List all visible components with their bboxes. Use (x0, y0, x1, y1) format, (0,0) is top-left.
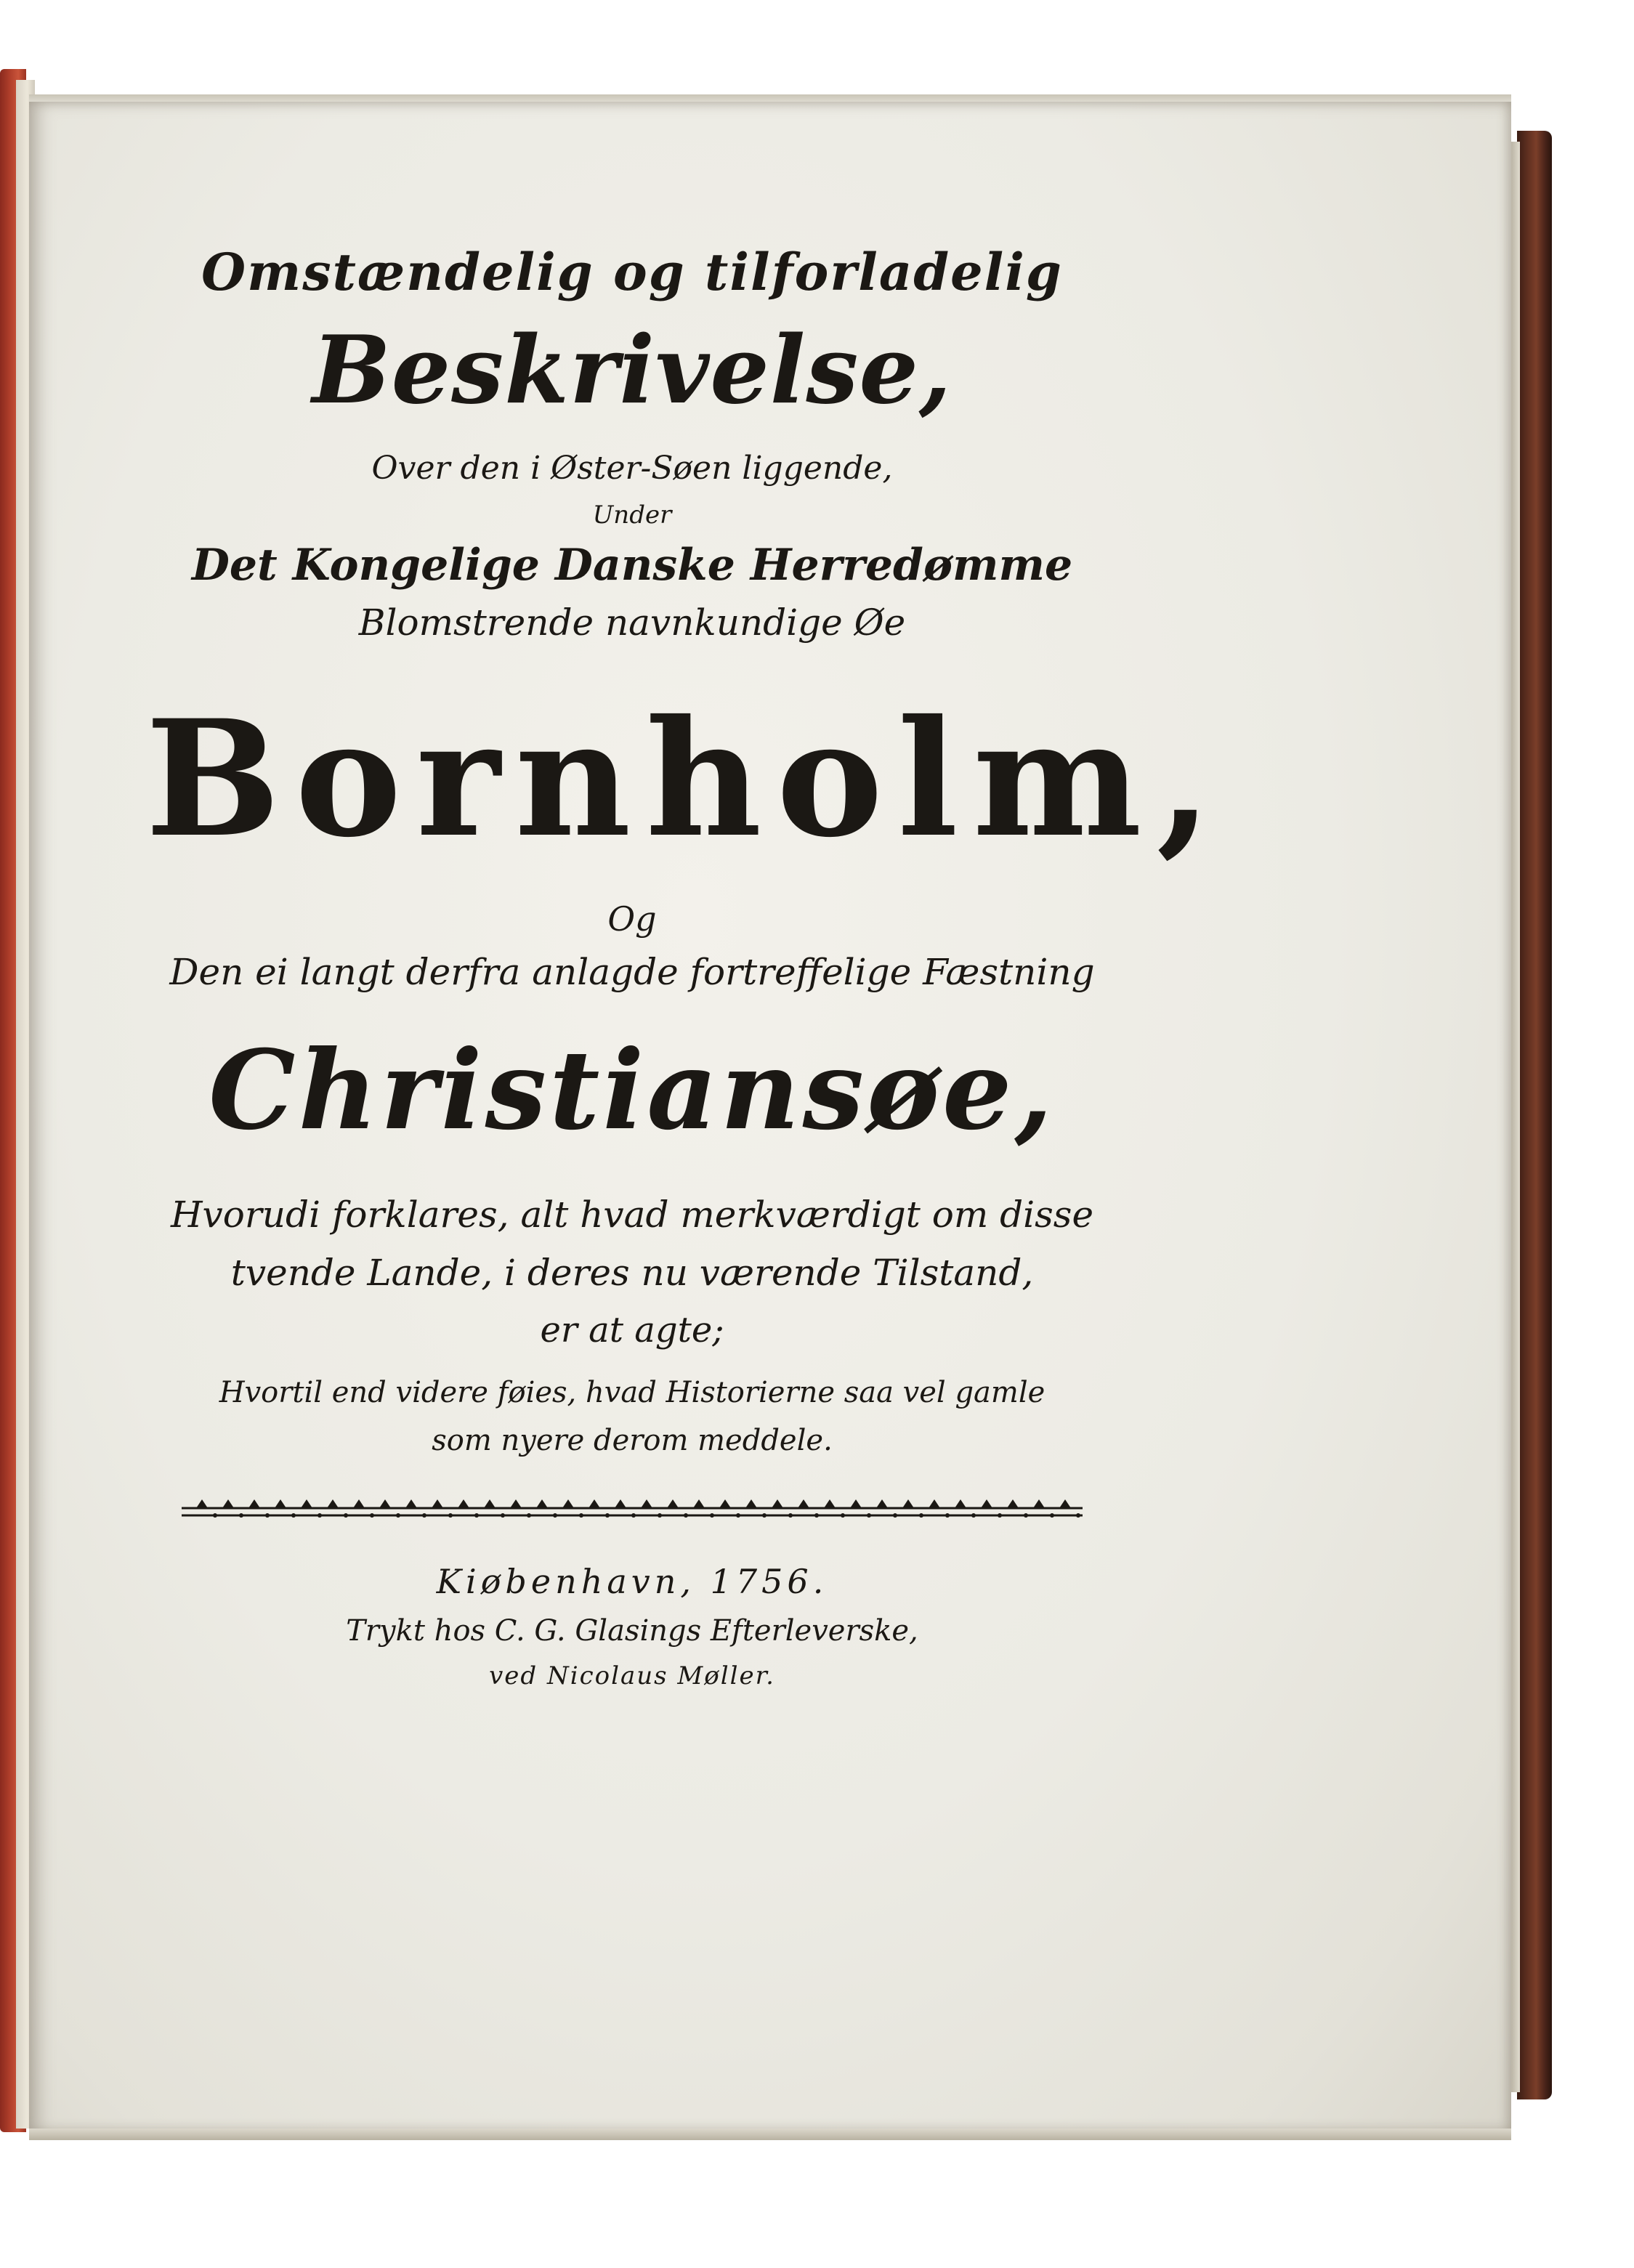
ornament-mark (196, 1499, 208, 1508)
page-bottom-edge (29, 2129, 1511, 2140)
title-line-8: Og (607, 899, 657, 939)
ornament-dot (631, 1513, 636, 1518)
ornament-mark (955, 1499, 966, 1508)
ornament-dot (605, 1513, 610, 1518)
ornament-mark (641, 1499, 652, 1508)
ornament-dot (1050, 1513, 1054, 1518)
ornament-mark (458, 1499, 469, 1508)
ornament-mark (876, 1499, 888, 1508)
ornament-dot (318, 1513, 322, 1518)
ornament-dot (291, 1513, 296, 1518)
ornament-mark (719, 1499, 731, 1508)
ornament-mark (275, 1499, 286, 1508)
ornament-dot (448, 1513, 453, 1518)
title-christiansoe: Christiansøe, (209, 1026, 1056, 1154)
ornament-dot (684, 1513, 688, 1518)
ornament-mark (248, 1499, 260, 1508)
ornament-mark (850, 1499, 862, 1508)
title-line-3: Over den i Øster-Søen liggende, (371, 450, 893, 487)
ornament-dot (971, 1513, 976, 1518)
ornament-mark (353, 1499, 365, 1508)
ornament-dot (265, 1513, 270, 1518)
ornament-mark (589, 1499, 600, 1508)
title-line-12: tvende Lande, i deres nu værende Tilstand, (230, 1252, 1034, 1294)
ornament-mark (798, 1499, 809, 1508)
ornament-dot (919, 1513, 923, 1518)
ornament-mark (1007, 1499, 1019, 1508)
ornament-mark (929, 1499, 940, 1508)
ornament-mark (379, 1499, 391, 1508)
ornament-dot (579, 1513, 583, 1518)
ornament-mark (301, 1499, 312, 1508)
ornament-dot (893, 1513, 897, 1518)
title-main-word: Beskrivelse, (312, 316, 953, 425)
ornament-dot (788, 1513, 793, 1518)
ornament-dot (1024, 1513, 1028, 1518)
ornament-mark (824, 1499, 836, 1508)
ornament-mark (432, 1499, 443, 1508)
ornament-dot (1076, 1513, 1080, 1518)
title-page-text (145, 232, 1227, 1697)
ornament-dot (422, 1513, 426, 1518)
ornament-dot (501, 1513, 505, 1518)
imprint-agent: ved Nicolaus Møller. (489, 1661, 775, 1690)
title-line-6: Blomstrende navnkundige Øe (358, 602, 906, 644)
imprint-printer: Trykt hos C. G. Glasings Efterleverske, (346, 1614, 918, 1648)
ornament-mark (667, 1499, 679, 1508)
title-line-13: er at agte; (540, 1310, 724, 1350)
ornament-dot (553, 1513, 557, 1518)
ornament-dot (945, 1513, 950, 1518)
title-line-15: som nyere derom meddele. (432, 1424, 833, 1457)
book-cover-right (1517, 131, 1552, 2099)
ornament-mark (510, 1499, 522, 1508)
ornament-mark (693, 1499, 705, 1508)
ornament-mark (536, 1499, 548, 1508)
title-line-9: Den ei langt derfra anlagde fortreffelige Fæstning (169, 951, 1095, 993)
ornament-mark (615, 1499, 626, 1508)
printers-ornament-rule (174, 1494, 1090, 1523)
ornament-dot (710, 1513, 714, 1518)
ornament-dot (814, 1513, 819, 1518)
ornament-dot (239, 1513, 243, 1518)
title-line-4: Under (592, 501, 672, 530)
ornament-mark (484, 1499, 496, 1508)
imprint-place-year: Kiøbenhavn, 1756. (436, 1562, 828, 1601)
ornament-dot (998, 1513, 1002, 1518)
ornament-mark (1033, 1499, 1045, 1508)
ornament-dot (527, 1513, 531, 1518)
ornament-mark (405, 1499, 417, 1508)
ornament-dot (658, 1513, 662, 1518)
ornament-mark (327, 1499, 339, 1508)
ornament-dot (370, 1513, 374, 1518)
ornament-dot (867, 1513, 871, 1518)
ornament-mark (1059, 1499, 1071, 1508)
title-line-14: Hvortil end videre føies, hvad Historierne saa vel gamle (219, 1376, 1045, 1409)
ornament-dot (396, 1513, 400, 1518)
ornament-mark (562, 1499, 574, 1508)
ornament-mark (981, 1499, 992, 1508)
ornament-dot (736, 1513, 740, 1518)
ornament-mark (745, 1499, 757, 1508)
title-line-11: Hvorudi forklares, alt hvad merkværdigt om disse (170, 1194, 1094, 1236)
ornament-mark (772, 1499, 783, 1508)
title-bornholm: Bornholm, (145, 684, 1227, 872)
ornament-mark (222, 1499, 234, 1508)
title-line-5: Det Kongelige Danske Herredømme (191, 540, 1073, 591)
ornament-dot (474, 1513, 479, 1518)
ornament-dot (762, 1513, 767, 1518)
title-line-1: Omstændelig og tilforladelig (201, 242, 1063, 302)
ornament-dot (344, 1513, 348, 1518)
ornament-dot (213, 1513, 217, 1518)
ornament-mark (902, 1499, 914, 1508)
ornament-dot (841, 1513, 845, 1518)
